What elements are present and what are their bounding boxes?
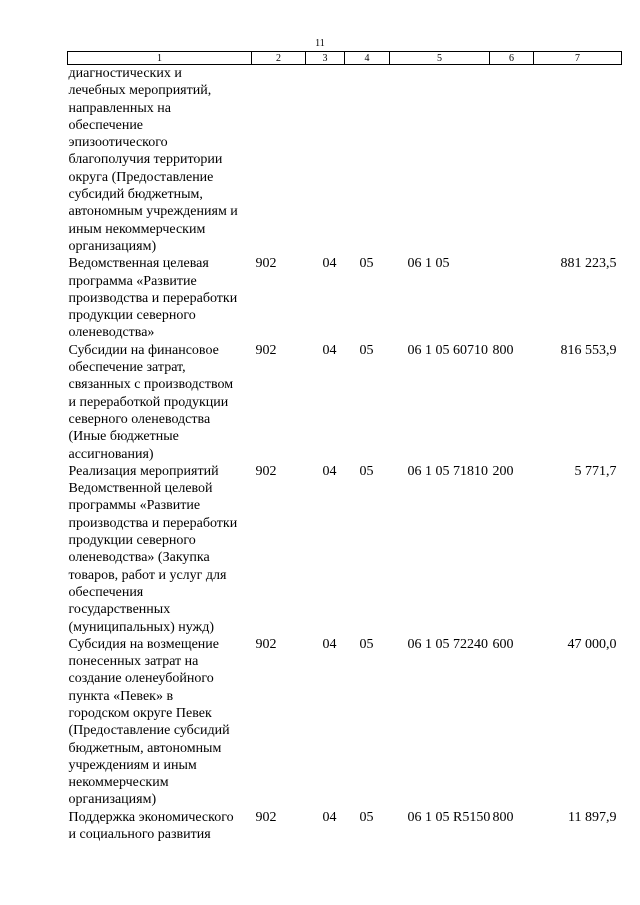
- row-sum: [534, 65, 622, 256]
- row-name: Ведомственная целевая программа «Развитие производства и переработки продукции северного оленеводства»: [68, 256, 238, 341]
- table-row: [68, 636, 622, 809]
- row-name: Поддержка экономического и социального развития: [68, 809, 234, 843]
- row-gr: 902: [255, 809, 277, 825]
- row-gr: 902: [255, 463, 277, 479]
- row-csr: 06 1 05 60710: [407, 342, 488, 358]
- row-pr: 05: [359, 809, 374, 825]
- row-sum: 816 553,9: [560, 342, 617, 358]
- row-csr: 06 1 05 71810: [407, 463, 488, 479]
- column-header: 2: [252, 52, 306, 65]
- row-gr: 902: [255, 342, 277, 358]
- row-pr: 05: [359, 342, 374, 358]
- page-number: 11: [315, 38, 325, 49]
- column-number-header: [68, 52, 622, 65]
- row-rz: 04: [322, 636, 337, 652]
- row-sum: 881 223,5: [560, 256, 617, 272]
- row-vr: [490, 65, 534, 256]
- table-row: [68, 342, 622, 463]
- row-csr: 06 1 05 72240: [407, 636, 488, 652]
- row-gr: [252, 65, 306, 256]
- table-row: [68, 463, 622, 636]
- row-csr: [390, 65, 490, 256]
- column-header: 6: [490, 52, 534, 65]
- table-row: [68, 65, 622, 256]
- row-pr: 05: [359, 636, 374, 652]
- table-row: [68, 255, 622, 341]
- row-rz: 04: [322, 342, 337, 358]
- row-pr: 05: [359, 256, 374, 272]
- column-header: 3: [306, 52, 345, 65]
- row-name: Субсидия на возмещение понесенных затрат на создание оленеубойного пункта «Певек» в городском округе Певек (Предоставление субсидий бюджетным, автономным учреждениям и иным некоммерческим организациям): [68, 636, 230, 808]
- row-sum: 11 897,9: [568, 809, 617, 825]
- budget-table: [67, 51, 622, 843]
- row-name: Субсидии на финансовое обеспечение затрат, связанных с производством и переработкой продукции северного оленеводства (Иные бюджетные ассигнования): [68, 342, 234, 462]
- row-rz: 04: [322, 463, 337, 479]
- row-sum: 5 771,7: [574, 463, 617, 479]
- table-row: [68, 809, 622, 844]
- column-header: 1: [68, 52, 252, 65]
- column-header: 5: [390, 52, 490, 65]
- row-vr: 800: [492, 342, 514, 358]
- row-pr: 05: [359, 463, 374, 479]
- row-rz: [306, 65, 345, 256]
- column-header: 4: [345, 52, 390, 65]
- row-name: диагностических и лечебных мероприятий, направленных на обеспечение эпизоотического благополучия территории округа (Предоставление субсидий бюджетным, автономным учреждениям и иным некоммерческим организациям): [68, 66, 238, 254]
- row-vr: 600: [492, 636, 514, 652]
- column-header: 7: [534, 52, 622, 65]
- row-csr: 06 1 05: [407, 256, 450, 272]
- row-rz: 04: [322, 256, 337, 272]
- row-csr: 06 1 05 R5150: [407, 809, 491, 825]
- row-pr: [345, 65, 390, 256]
- row-gr: 902: [255, 636, 277, 652]
- row-vr: 800: [492, 809, 514, 825]
- row-vr: [490, 255, 534, 341]
- row-sum: 47 000,0: [567, 636, 617, 652]
- row-name: Реализация мероприятий Ведомственной целевой программы «Развитие производства и переработки продукции северного оленеводства» (Закупка товаров, работ и услуг для обеспечения государственных (муниципальных) нужд): [68, 463, 238, 635]
- row-vr: 200: [492, 463, 514, 479]
- row-gr: 902: [255, 256, 277, 272]
- row-rz: 04: [322, 809, 337, 825]
